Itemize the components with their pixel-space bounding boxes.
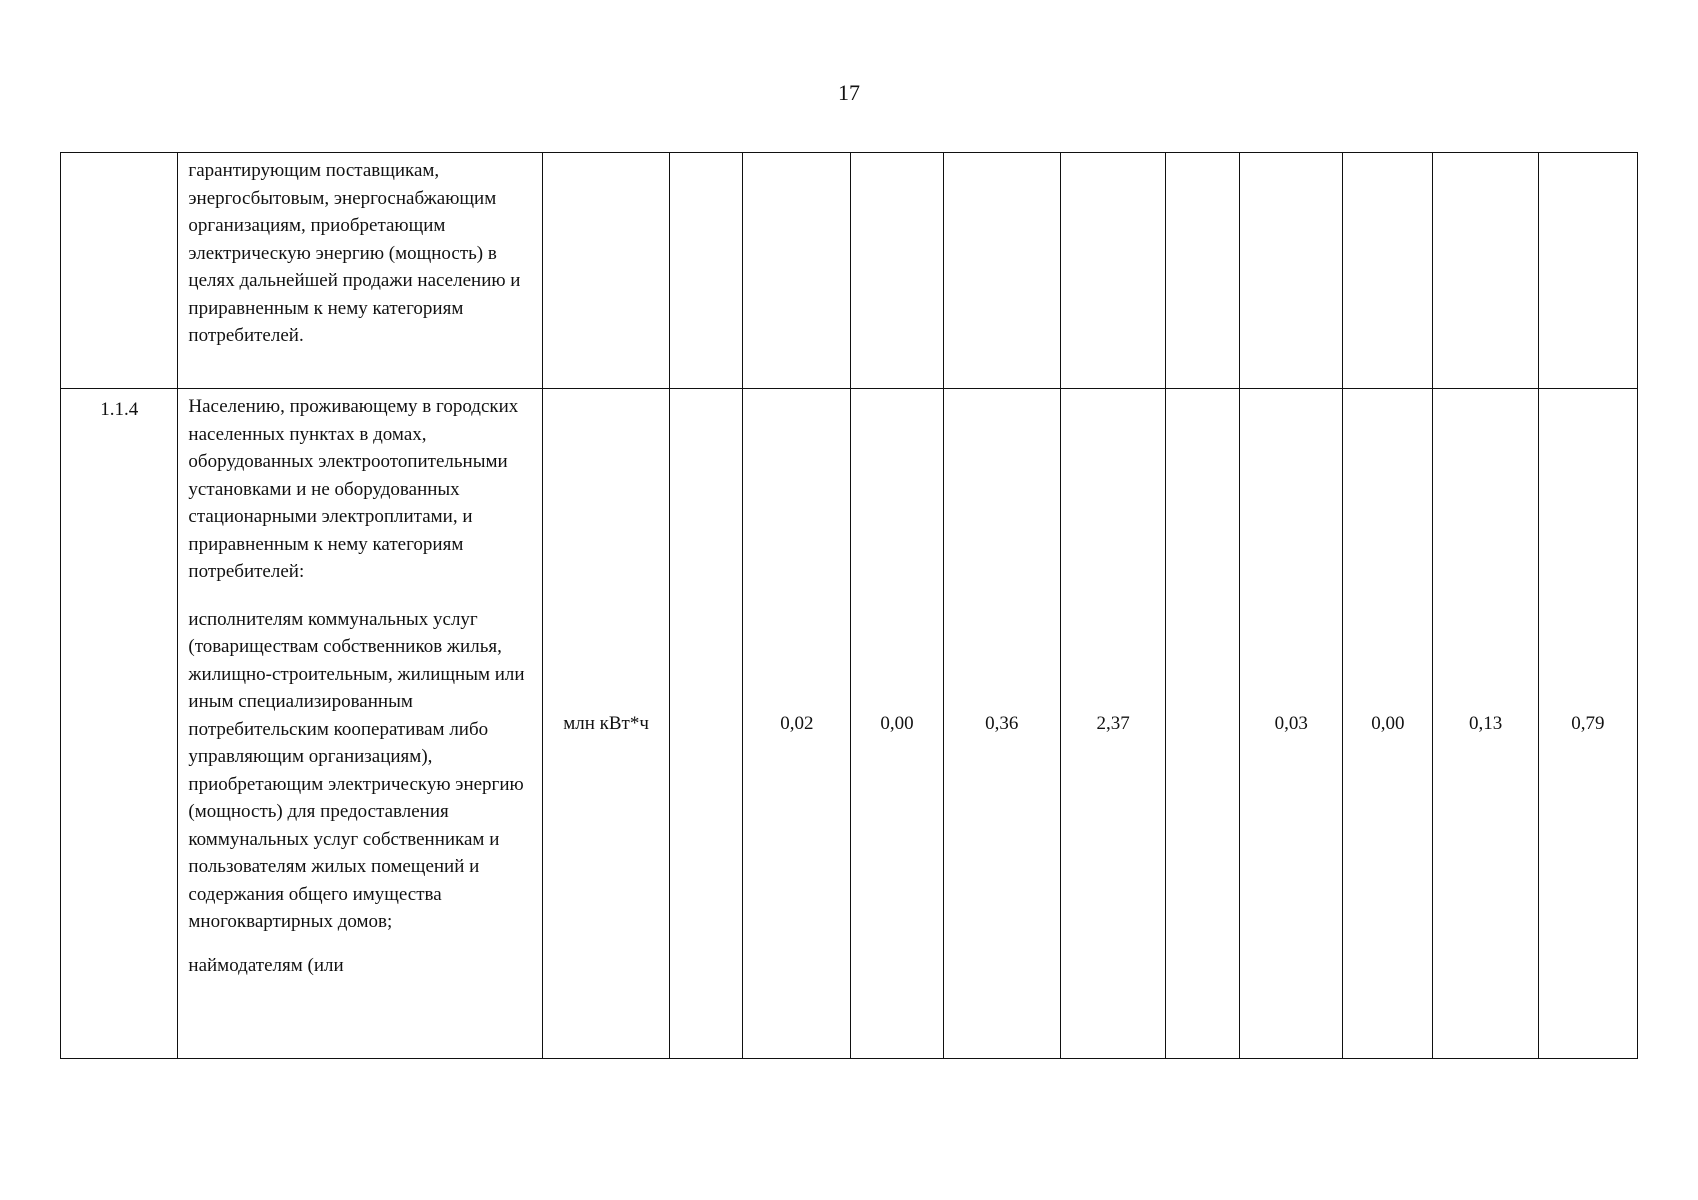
row-description: гарантирующим поставщикам, энергосбытовым, энергоснабжающим организациям, приобретающим электрическую энергию (мощность) в целях дальнейшей продажи населению и приравненным к нему категориям потребителей. [188,160,521,346]
value-cell [1166,153,1240,389]
row-description-next: наймодателям (или [188,954,344,976]
value-cell [1343,153,1433,389]
row-description-cell [178,389,542,1059]
row-description-cell [178,153,542,389]
row-number-cell: 1.1.4 [61,389,178,1059]
value-cell [1240,153,1343,389]
value-cell: 0,02 [743,389,851,1059]
value-cell: 0,79 [1538,389,1637,1059]
value-cell [1061,153,1166,389]
row-number-cell [61,153,178,389]
table-row-1-1-4 [61,389,1638,1059]
value-cell: 0,13 [1433,389,1538,1059]
unit-cell [542,153,670,389]
value-cell [943,153,1060,389]
page-number: 17 [838,80,860,105]
value-cell [1538,153,1637,389]
value-cell: 0,36 [943,389,1060,1059]
value-cell [1433,153,1538,389]
tariff-table [60,152,1638,1059]
value-cell: 2,37 [1061,389,1166,1059]
value-cell: 0,00 [851,389,943,1059]
value-cell: 0,00 [1343,389,1433,1059]
table-row-continuation [61,153,1638,389]
value-cell [743,153,851,389]
value-cell [670,389,743,1059]
value-cell: 0,03 [1240,389,1343,1059]
value-cell [851,153,943,389]
row-description-sub: исполнителям коммунальных услуг (товариществам собственников жилья, жилищно-строительным, жилищным или иным специализированным потребительским кооперативам либо управляющим организациям), приобретающим электрическую энергию (мощность) для предоставления коммунальных услуг собственникам и пользователям жилых помещений и содержания общего имущества многоквартирных домов; [188,608,525,932]
row-description-main: Населению, проживающему в городских населенных пунктах в домах, оборудованных электроотопительными установками и не оборудованных стационарными электроплитами, и приравненным к нему категориям потребителей: [188,396,519,582]
value-cell [670,153,743,389]
unit-cell: млн кВт*ч [542,389,670,1059]
value-cell [1166,389,1240,1059]
